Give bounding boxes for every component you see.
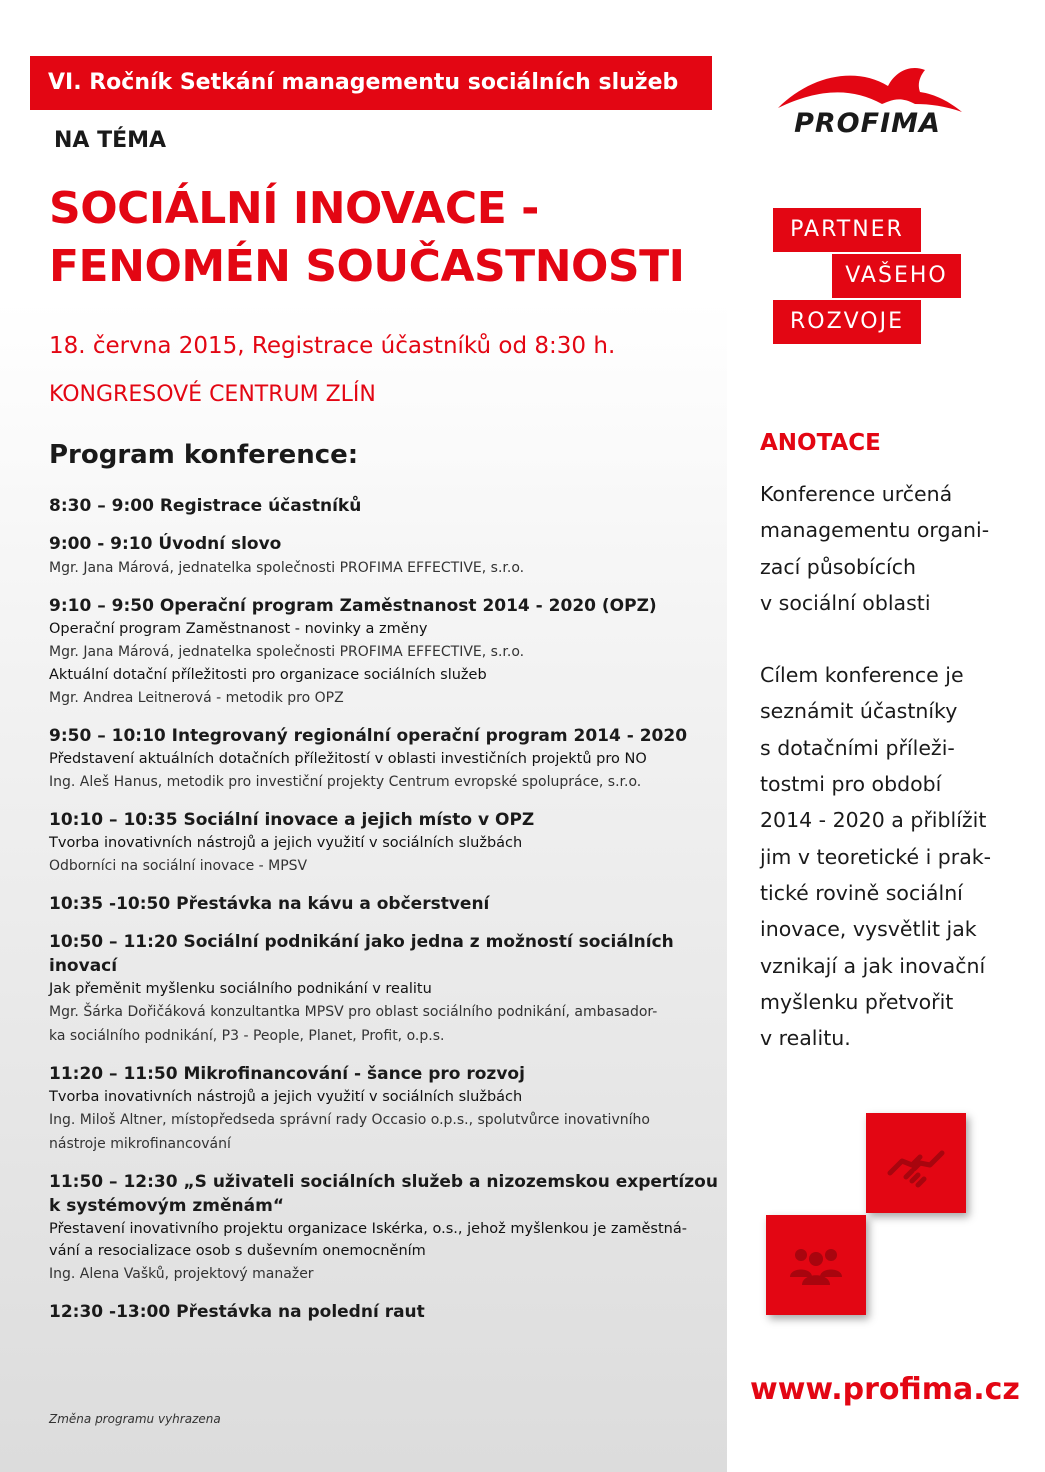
program-item-speaker: Mgr. Jana Márová, jednatelka společnosti PROFIMA EFFECTIVE, s.r.o. — [49, 644, 525, 660]
program-item-speaker: Ing. Miloš Altner, místopředseda správní rady Occasio o.p.s., spolutvůrce inovativního — [49, 1112, 650, 1128]
program-title: Program konference: — [49, 440, 359, 470]
program-item — [49, 532, 721, 580]
anotace-title: ANOTACE — [760, 430, 881, 456]
program-item-heading: 9:10 – 9:50 Operační program Zaměstnanost 2014 - 2020 (OPZ) — [49, 596, 657, 616]
anotace-para-1 — [760, 476, 1020, 621]
anotace-line: v sociální oblasti — [760, 590, 931, 615]
program-item-subtitle: Jak přeměnit myšlenku sociálního podnikání v realitu — [49, 981, 432, 997]
anotace-line: seznámit účastníky — [760, 699, 958, 724]
event-venue: KONGRESOVÉ CENTRUM ZLÍN — [49, 382, 376, 407]
handshake-icon — [886, 1133, 946, 1193]
anotace-line: 2014 - 2020 a přiblížit — [760, 808, 987, 833]
program-item-subtitle: Aktuální dotační příležitosti pro organizace sociálních služeb — [49, 667, 487, 683]
topic-label: NA TÉMA — [54, 128, 167, 153]
handshake-square — [866, 1113, 966, 1213]
anotace-line: myšlenku přetvořit — [760, 989, 954, 1014]
program-item-subtitle: vání a resocializace osob s duševním onemocněním — [49, 1243, 426, 1259]
anotace-line: s dotačními příleži- — [760, 735, 955, 760]
program-item — [49, 594, 721, 710]
program-item-speaker: Mgr. Jana Márová, jednatelka společnosti PROFIMA EFFECTIVE, s.r.o. — [49, 560, 525, 576]
partner-box-1: PARTNER — [773, 208, 921, 252]
partner-box-3: ROZVOJE — [773, 300, 921, 344]
program-item-subtitle: Přestavení inovativního projektu organizace Iskérka, o.s., jehož myšlenkou je zaměstná- — [49, 1221, 687, 1237]
program-item-heading: 9:50 – 10:10 Integrovaný regionální operační program 2014 - 2020 — [49, 726, 688, 746]
program-item — [49, 724, 721, 794]
program-item-heading: 12:30 -13:00 Přestávka na polední raut — [49, 1302, 425, 1322]
program-item-speaker: Mgr. Andrea Leitnerová - metodik pro OPZ — [49, 690, 344, 706]
anotace-line: zací působících — [760, 554, 916, 579]
anotace-line: managementu organi- — [760, 518, 990, 543]
program-change-note: Změna programu vyhrazena — [49, 1412, 221, 1426]
group-icon — [786, 1235, 846, 1295]
program-item-speaker: Odborníci na sociální inovace - MPSV — [49, 858, 308, 874]
main-title — [49, 180, 719, 296]
program-item-speaker: Mgr. Šárka Dořičáková konzultantka MPSV pro oblast sociálního podnikání, ambasador- — [49, 1004, 658, 1020]
program-item-subtitle: Operační program Zaměstnanost - novinky a změny — [49, 621, 428, 637]
anotace-line: vznikají a jak inovační — [760, 953, 986, 978]
program-item-speaker: nástroje mikrofinancování — [49, 1136, 231, 1152]
program-item-heading: 9:00 - 9:10 Úvodní slovo — [49, 534, 282, 554]
program-item-speaker: ka sociálního podnikání, P3 - People, Planet, Profit, o.p.s. — [49, 1028, 445, 1044]
program-item — [49, 808, 721, 878]
website-link[interactable]: www.profima.cz — [750, 1372, 1020, 1407]
paragraph-gap — [760, 621, 1020, 657]
program-item-heading: 10:10 – 10:35 Sociální inovace a jejich místo v OPZ — [49, 810, 535, 830]
program-item-subtitle: Tvorba inovativních nástrojů a jejich využití v sociálních službách — [49, 835, 523, 851]
program-item-speaker: Ing. Aleš Hanus, metodik pro investiční projekty Centrum evropské spolupráce, s.r.o. — [49, 774, 642, 790]
program-item — [49, 930, 721, 1048]
anotace-para-2 — [760, 657, 1020, 1056]
partner-box-2: VAŠEHO — [832, 254, 961, 298]
anotace-line: jim v teoretické i prak- — [760, 844, 992, 869]
anotace-line: tické rovině sociální — [760, 880, 963, 905]
anotace-text — [760, 476, 1020, 1056]
program-item-subtitle: Představení aktuálních dotačních příležitostí v oblasti investičních projektů pro NO — [49, 751, 647, 767]
program-item — [49, 1300, 721, 1324]
event-banner: VI. Ročník Setkání managementu sociálních služeb — [30, 56, 712, 110]
program-item-heading: 11:50 – 12:30 „S uživateli sociálních služeb a nizozemskou expertízou k systémovým změnám“ — [49, 1172, 718, 1216]
program-item-speaker: Ing. Alena Vašků, projektový manažer — [49, 1266, 314, 1282]
main-title-line-1: SOCIÁLNÍ INOVACE - — [49, 183, 539, 234]
program-item-heading: 11:20 – 11:50 Mikrofinancování - šance pro rozvoj — [49, 1064, 525, 1084]
main-title-line-2: FENOMÉN SOUČASTNOSTI — [49, 241, 685, 292]
program-list — [49, 494, 721, 1338]
program-item — [49, 1170, 721, 1286]
anotace-line: inovace, vysvětlit jak — [760, 917, 977, 942]
anotace-line: Cílem konference je — [760, 663, 964, 688]
program-item-heading: 10:35 -10:50 Přestávka na kávu a občerstvení — [49, 894, 490, 914]
anotace-line: tostmi pro období — [760, 772, 942, 797]
anotace-line: Konference určená — [760, 482, 953, 506]
profima-logo-text: PROFIMA — [794, 108, 941, 139]
program-item — [49, 1062, 721, 1156]
program-item — [49, 892, 721, 916]
program-item — [49, 494, 721, 518]
program-item-heading: 10:50 – 11:20 Sociální podnikání jako jedna z možností sociálních inovací — [49, 932, 674, 976]
anotace-line: v realitu. — [760, 1026, 851, 1051]
group-square — [766, 1215, 866, 1315]
event-date: 18. června 2015, Registrace účastníků od 8:30 h. — [49, 333, 616, 359]
program-item-subtitle: Tvorba inovativních nástrojů a jejich využití v sociálních službách — [49, 1089, 523, 1105]
program-item-heading: 8:30 – 9:00 Registrace účastníků — [49, 496, 362, 516]
